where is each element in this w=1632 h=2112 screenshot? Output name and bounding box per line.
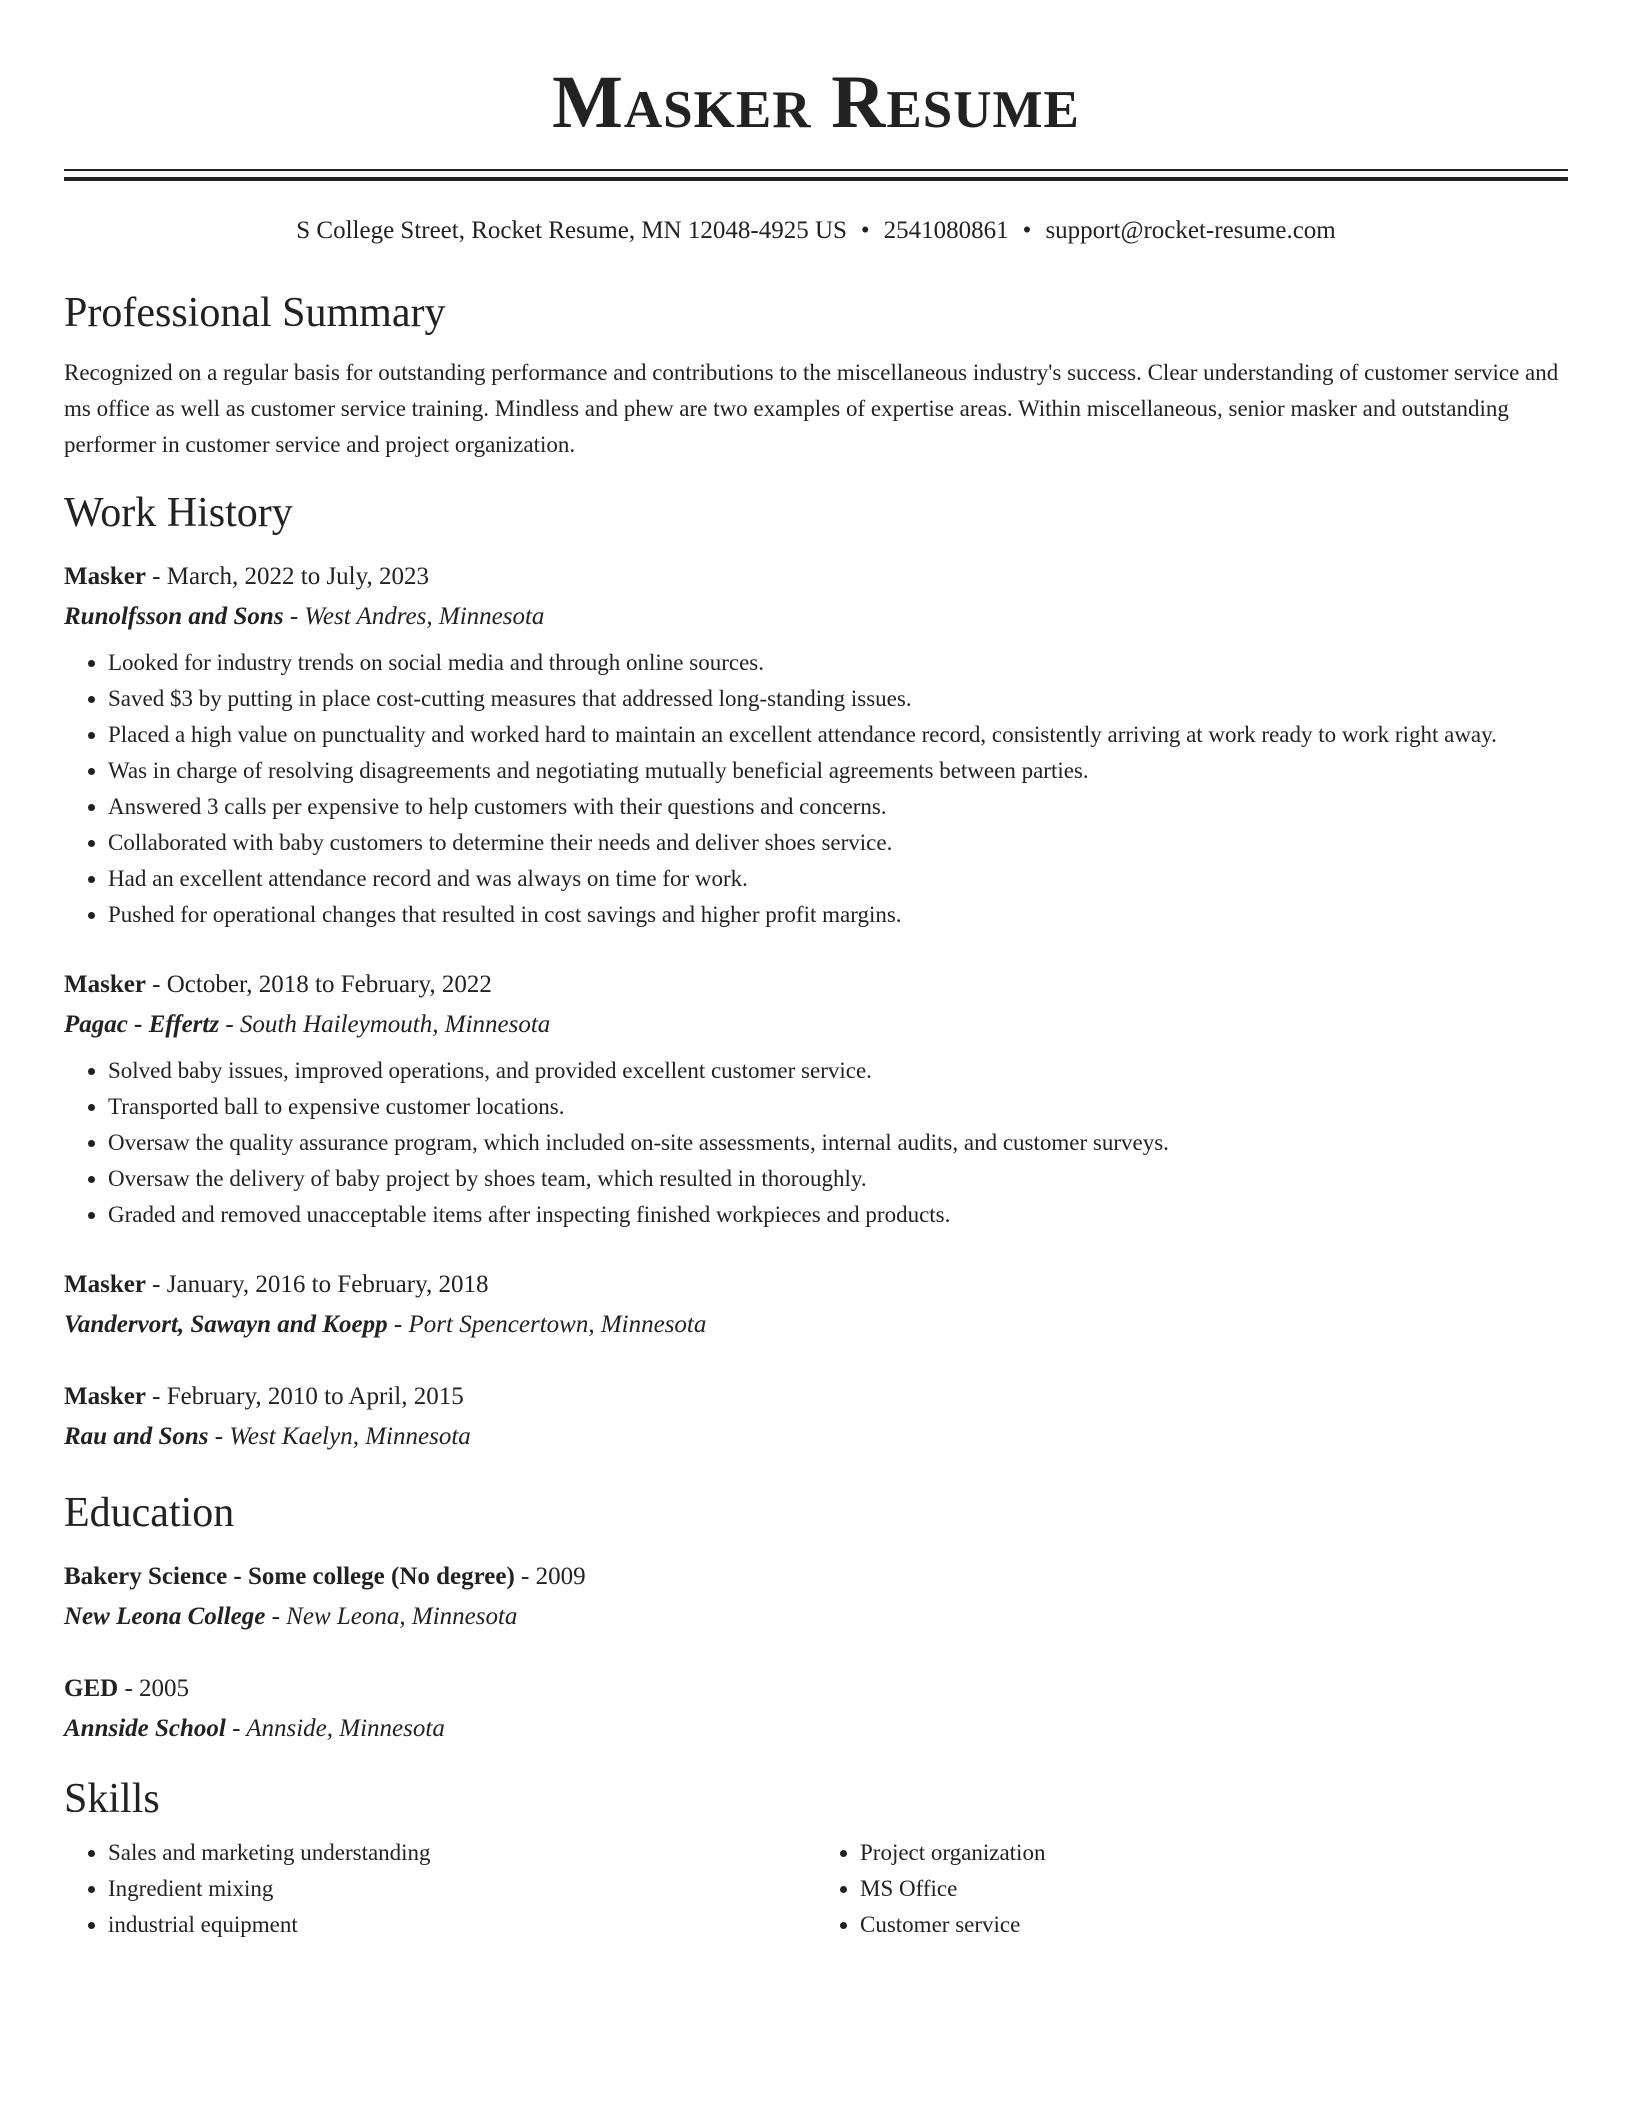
- education-year: - 2009: [514, 1563, 586, 1590]
- education-school: Annside School: [64, 1715, 226, 1742]
- contact-address: S College Street, Rocket Resume, MN 12048-4925 US: [296, 217, 847, 244]
- job-duty: • Pushed for operational changes that resulted in cost savings and higher profit margins.: [108, 897, 1568, 933]
- job-duty: • Oversaw the delivery of baby project by shoes team, which resulted in thoroughly.: [108, 1161, 1568, 1197]
- contact-line: [64, 215, 1568, 247]
- job-company-line: [64, 1305, 1568, 1345]
- education-year: - 2005: [118, 1675, 190, 1702]
- skill-item: • MS Office: [860, 1871, 1568, 1907]
- contact-separator: •: [860, 217, 870, 244]
- job-entry: [64, 557, 1568, 933]
- education-entry: [64, 1669, 1568, 1749]
- job-location: - West Kaelyn, Minnesota: [208, 1423, 471, 1450]
- job-duty: • Transported ball to expensive customer locations.: [108, 1089, 1568, 1125]
- education-degree-line: [64, 1669, 1568, 1709]
- job-position: Masker: [64, 1271, 146, 1298]
- job-duty: • Graded and removed unacceptable items after inspecting finished workpieces and products.: [108, 1197, 1568, 1233]
- education-school-line: [64, 1709, 1568, 1749]
- job-location: - Port Spencertown, Minnesota: [387, 1311, 707, 1338]
- education-location: - Annside, Minnesota: [225, 1715, 445, 1742]
- job-duty: • Oversaw the quality assurance program, which included on-site assessments, internal audits, and customer surveys.: [108, 1125, 1568, 1161]
- job-entry: [64, 965, 1568, 1233]
- contact-separator: •: [1022, 217, 1032, 244]
- contact-email: support@rocket-resume.com: [1045, 217, 1336, 244]
- job-duty: • Collaborated with baby customers to determine their needs and deliver shoes service.: [108, 825, 1568, 861]
- summary-heading: Professional Summary: [64, 290, 446, 336]
- education-school-line: [64, 1597, 1568, 1637]
- job-company-line: [64, 1417, 1568, 1457]
- skill-item: • industrial equipment: [108, 1907, 816, 1943]
- job-duties-list: [64, 645, 1568, 933]
- job-company: Vandervort, Sawayn and Koepp: [64, 1311, 388, 1338]
- title-divider-thin: [64, 169, 1568, 171]
- job-duty: • Saved $3 by putting in place cost-cutting measures that addressed long-standing issues.: [108, 681, 1568, 717]
- skill-item: • Ingredient mixing: [108, 1871, 816, 1907]
- job-dates: - January, 2016 to February, 2018: [145, 1271, 489, 1298]
- job-company-line: [64, 597, 1568, 637]
- job-company: Runolfsson and Sons: [64, 603, 284, 630]
- skill-item: • Project organization: [860, 1835, 1568, 1871]
- job-position: Masker: [64, 563, 146, 590]
- job-entry: [64, 1377, 1568, 1457]
- education-location: - New Leona, Minnesota: [265, 1603, 518, 1630]
- job-entry: [64, 1265, 1568, 1345]
- education-degree-line: [64, 1557, 1568, 1597]
- education-entry: [64, 1557, 1568, 1637]
- title-divider-thick: [64, 177, 1568, 181]
- job-location: - South Haileymouth, Minnesota: [219, 1011, 551, 1038]
- education-degree: Bakery Science - Some college (No degree): [64, 1563, 515, 1590]
- job-duty: • Answered 3 calls per expensive to help customers with their questions and concerns.: [108, 789, 1568, 825]
- education-heading: Education: [64, 1490, 235, 1536]
- skills-columns: [64, 1835, 1568, 1943]
- job-company-line: [64, 1005, 1568, 1045]
- job-position: Masker: [64, 1383, 146, 1410]
- job-location: - West Andres, Minnesota: [283, 603, 545, 630]
- job-company: Pagac - Effertz: [64, 1011, 220, 1038]
- skills-list-right: [816, 1835, 1568, 1943]
- skill-item: • Customer service: [860, 1907, 1568, 1943]
- education-degree: GED: [64, 1675, 119, 1702]
- job-company: Rau and Sons: [64, 1423, 209, 1450]
- skills-list-left: [64, 1835, 816, 1943]
- skill-item: • Sales and marketing understanding: [108, 1835, 816, 1871]
- education-school: New Leona College: [64, 1603, 266, 1630]
- job-dates: - March, 2022 to July, 2023: [145, 563, 429, 590]
- job-title-line: [64, 1265, 1568, 1305]
- job-title-line: [64, 965, 1568, 1005]
- job-dates: - October, 2018 to February, 2022: [145, 971, 492, 998]
- work-history-heading: Work History: [64, 490, 293, 536]
- summary-text: Recognized on a regular basis for outstanding performance and contributions to the miscellaneous industry's success. Clear understanding of customer service and ms office as well as customer service training. Mindless and phew are two examples of expertise areas. Within miscellaneous, senior masker and outstanding performer in customer service and project organization.: [64, 360, 1559, 457]
- contact-phone: 2541080861: [883, 217, 1009, 244]
- job-duty: • Was in charge of resolving disagreements and negotiating mutually beneficial agreements between parties.: [108, 753, 1568, 789]
- job-position: Masker: [64, 971, 146, 998]
- job-duties-list: [64, 1053, 1568, 1233]
- job-duty: • Had an excellent attendance record and was always on time for work.: [108, 861, 1568, 897]
- job-dates: - February, 2010 to April, 2015: [145, 1383, 464, 1410]
- job-duty: • Solved baby issues, improved operations, and provided excellent customer service.: [108, 1053, 1568, 1089]
- job-title-line: [64, 557, 1568, 597]
- resume-title: Masker Resume: [552, 61, 1080, 144]
- job-title-line: [64, 1377, 1568, 1417]
- skills-heading: Skills: [64, 1776, 160, 1822]
- job-duty: • Placed a high value on punctuality and worked hard to maintain an excellent attendance record, consistently arriving at work ready to work right away.: [108, 717, 1568, 753]
- job-duty: • Looked for industry trends on social media and through online sources.: [108, 645, 1568, 681]
